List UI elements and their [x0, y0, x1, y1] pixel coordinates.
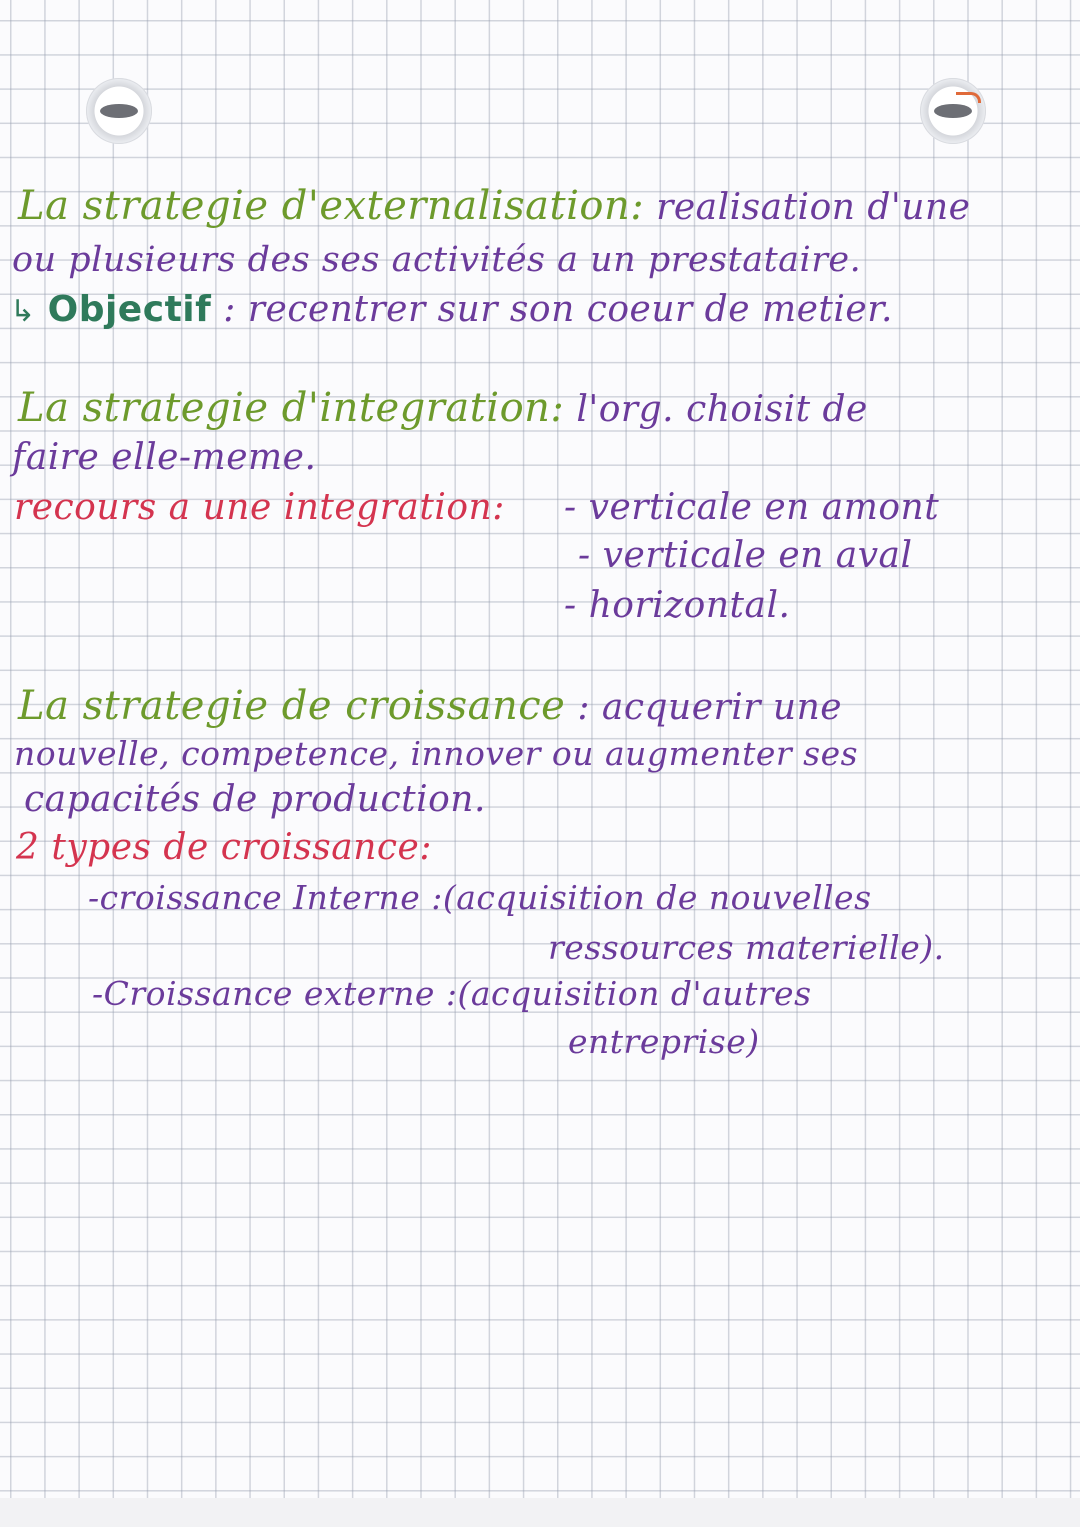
- section2-title: La strategie d'integration:: [18, 385, 565, 431]
- section3-line2: nouvelle, competence, innover ou augmenter ses: [14, 734, 859, 773]
- binder-hole-left: [86, 78, 152, 144]
- internal-text: :(acquisition de nouvelles: [431, 878, 872, 917]
- external-text-2: entreprise): [568, 1022, 760, 1061]
- internal-text-2: ressources materielle).: [548, 928, 945, 967]
- hole-slot: [100, 104, 138, 118]
- binder-hole-right: [920, 78, 986, 144]
- integration-word: integration:: [283, 487, 505, 528]
- types-heading: [16, 826, 432, 870]
- external-text: :(acquisition d'autres: [445, 974, 812, 1013]
- section2-line1: [18, 386, 868, 432]
- hole-slot: [934, 104, 972, 118]
- integration-type-1: - verticale en amont: [564, 487, 940, 528]
- internal-label: -croissance Interne: [88, 878, 421, 917]
- section2-line2: faire elle-meme.: [12, 437, 317, 478]
- integration-type-3: - horizontal.: [564, 585, 791, 626]
- recours-line: [14, 486, 505, 530]
- section1-objective: [10, 288, 893, 334]
- section3-definition: : acquerir une: [577, 687, 843, 728]
- section1-definition: realisation d'une: [656, 187, 971, 228]
- croissance-interne: [88, 876, 872, 920]
- section3-title: La strategie de croissance: [18, 683, 566, 729]
- section3-line1: [18, 684, 842, 730]
- croissance-externe: [92, 972, 812, 1016]
- page-bottom-edge: [0, 1498, 1080, 1527]
- section2-definition: l'org. choisit de: [576, 389, 868, 430]
- orange-pen-mark: [956, 92, 981, 103]
- external-label: -Croissance externe: [92, 974, 435, 1013]
- types-count: 2: [16, 827, 40, 868]
- types-label: types de croissance:: [51, 827, 432, 868]
- section1-line1: [18, 184, 970, 230]
- recours-label: recours a une: [14, 487, 272, 528]
- integration-type-2: - verticale en aval: [578, 535, 913, 576]
- objective-text: : recentrer sur son coeur de metier.: [223, 289, 893, 330]
- section1-line2: ou plusieurs des ses activités a un prestataire.: [12, 240, 862, 280]
- objective-label: Objectif: [47, 289, 212, 330]
- section3-line3: capacités de production.: [24, 779, 486, 820]
- section1-title: La strategie d'externalisation:: [18, 183, 645, 229]
- arrow-icon: ↳: [10, 294, 36, 329]
